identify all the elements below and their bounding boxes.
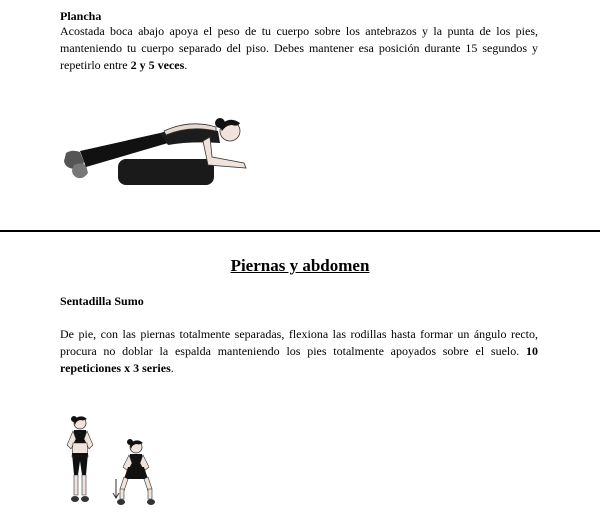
squatting-figure: [117, 439, 155, 505]
sumo-squat-title: Sentadilla Sumo: [60, 294, 144, 308]
sumo-squat-reps: 10 repeticiones x 3 series: [60, 344, 538, 375]
standing-figure: [67, 416, 93, 502]
sumo-squat-description-text: De pie, con las piernas totalmente separadas, flexiona las rodillas hasta formar un ángulo recto, procura no doblar la espalda manteniendo los pies totalmente apoyados sobre el suelo.: [60, 327, 538, 358]
sumo-squat-description: [60, 326, 538, 377]
motion-arrow-down-icon: [113, 479, 119, 498]
plank-description: [60, 23, 538, 74]
plank-reps: 2 y 5 veces: [130, 58, 185, 72]
sumo-squat-illustration: [62, 413, 162, 513]
plank-forearm: [203, 137, 246, 168]
exercise-mat: [118, 159, 214, 185]
section-divider: [0, 230, 600, 232]
plank-description-tail: .: [184, 58, 188, 72]
plank-title: Plancha: [60, 9, 102, 23]
plank-illustration: [60, 113, 250, 193]
sumo-squat-description-tail: .: [170, 361, 174, 375]
section-heading: Piernas y abdomen: [230, 256, 370, 275]
plank-description-text: Acostada boca abajo apoya el peso de tu cuerpo sobre los antebrazos y la punta de los pies, manteniendo tu cuerpo separado del piso. Debes mantener esa posición durante 15 segundos y repetirlo entre: [60, 24, 538, 72]
plank-hair-bun: [215, 118, 225, 128]
